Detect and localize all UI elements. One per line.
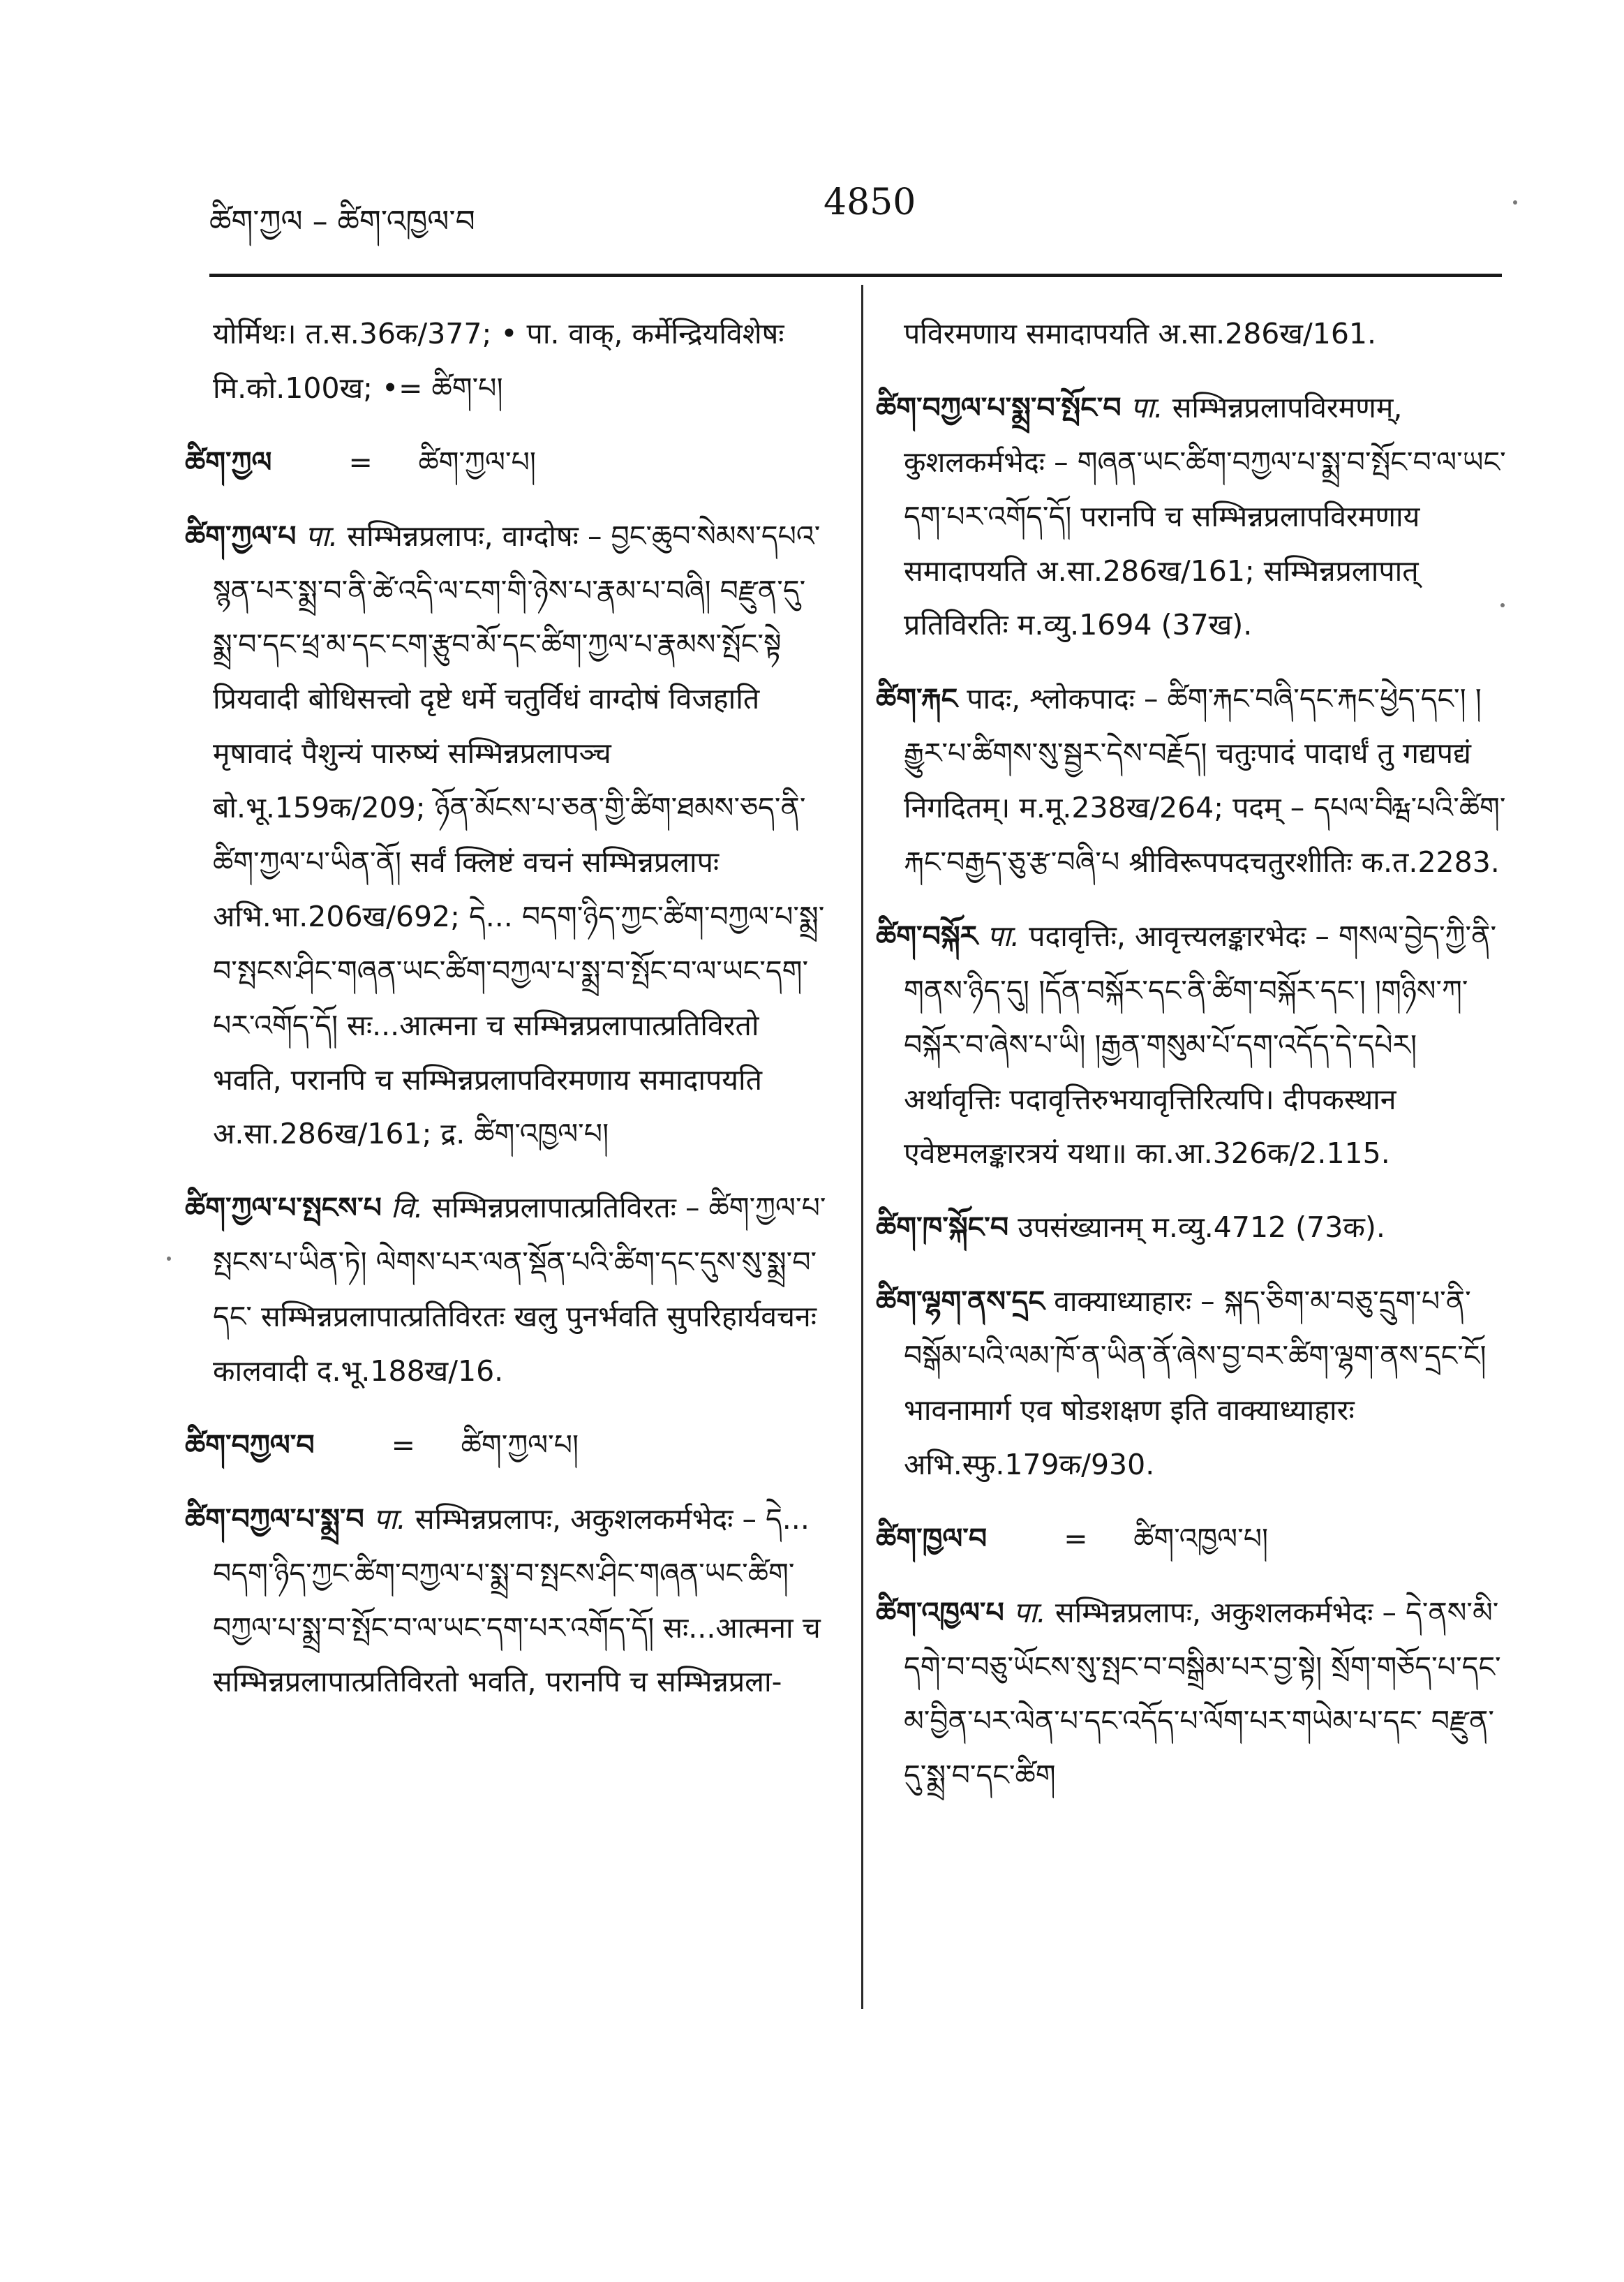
headword: ཚིག་ཀྱལ [185,445,272,479]
headword: ཚིག་ཁ་སྐོང་བ [876,1210,1009,1245]
cross-reference-target: ཚིག་ཀྱལ་པ། [461,1428,579,1462]
dictionary-entry [185,510,827,1162]
grammar-label: वि. [390,1191,424,1225]
margin-speck [1500,603,1505,607]
margin-speck [167,1257,171,1261]
entry-text: वाक्याध्याहारः – སྐད་ཅིག་མ་བཅུ་དྲུག་པ་ནི་བསྒོམ་པའི་ལམ་ཁོ་ན་ཡིན་ནོ་ཞེས་བྱ་བར་ཚིག་ལྷག་ནས་དྲང་ངོ། भावनामार्ग एव षोडशक्षण इति वाक्याध्याहारः अभि.स्फु.179क/930. [904,1284,1487,1481]
header-rule [209,274,1502,277]
entry-continuation: योर्मिथः। त.स.36क/377; • पा. वाक्, कर्मेन्द्रियविशेषः मि.को.100ख; •= ཚིག་པ། [213,317,784,405]
entry-text: पादः, श्लोकपादः – ཚིག་རྐང་བཞི་དང་རྐང་ཕྱེད་དང་། །རྒྱུར་པ་ཚིགས་སུ་སྦྱར་དེས་བརྗོད། चतुःपादं पादार्धं तु गद्यपद्यं निगदितम्। म.मू.238ख/264; पदम् – དཔལ་བིརྺ་པའི་ཚིག་རྐང་བརྒྱད་ཅུ་རྩ་བཞི་པ श्रीविरूपपदचतुरशीतिः क.त.2283. [904,682,1506,880]
headword: ཚིག་ལྷག་ནས་དྲང [876,1284,1045,1319]
entry-text: सम्भिन्नप्रलापः, वाग्दोषः – བྱང་ཆུབ་སེམས་དཔའ་སྙན་པར་སྨྲ་བ་ནི་ཚེ་འདི་ལ་ངག་གི་ཉེས་པ་རྣམ་པ་བཞི། བརྫུན་དུ་སྨྲ་བ་དང་ཕྲ་མ་དང་ངག་རྩུབ་མོ་དང་ཚིག་ཀྱལ་པ་རྣམས་སྤོང་སྟེ प्रियवादी बोधिसत्त्वो दृष्टे धर्मे चतुर्विधं वाग्दोषं विजहाति मृषावादं पैशुन्यं पारुष्यं सम्भिन्नप्रलापञ्च बो.भू.159क/209; ཉོན་མོངས་པ་ཅན་གྱི་ཚིག་ཐམས་ཅད་ནི་ཚིག་ཀྱལ་པ་ཡིན་ནོ། सर्वं क्लिष्टं वचनं सम्भिन्नप्रलापः अभि.भा.206ख/692; དེ... བདག་ཉིད་ཀྱང་ཚིག་བཀྱལ་པ་སྨྲ་བ་སྤངས་ཤིང་གཞན་ཡང་ཚིག་བཀྱལ་པ་སྨྲ་བ་སྤོང་བ་ལ་ཡང་དག་པར་འགོད་དོ། सः...आत्मना च सम्भिन्नप्रलापात्प्रतिविरतो भवति, परानपि च सम्भिन्नप्रलापविरमणाय समादापयति अ.सा.286ख/161; द्र. ཚིག་འཁྱལ་པ། [213,519,825,1151]
entry-text: उपसंख्यानम् म.व्यु.4712 (73क). [1018,1210,1385,1245]
grammar-label: पा. [373,1502,406,1536]
headword: ཚིག་ཀྱལ་པ་སྤངས་པ [185,1191,382,1225]
entry-text: पदावृत्तिः, आवृत्त्यलङ्कारभेदः – གསལ་བྱེད་ཀྱི་ནི་གནས་ཉིད་དུ། །དོན་བསྐོར་དང་ནི་ཚིག་བསྐོར་དང་། །གཉིས་ཀ་བསྐོར་བ་ཞེས་པ་ཡི། །རྒྱན་གསུམ་པོ་དག་འདོད་དེ་དཔེར། अर्थावृत्तिः पदावृत्तिरुभयावृत्तिरित्यपि। दीपकस्थान एवेष्टमलङ्कारत्रयं यथा॥ का.आ.326क/2.115. [904,919,1497,1171]
headword: ཚིག་བསྐོར [876,919,978,953]
entry-text: सम्भिन्नप्रलापः, अकुशलकर्मभेदः – དེ་ནས་མི་དགེ་བ་བཅུ་ཡོངས་སུ་སྤང་བ་བསྒྲིམ་པར་བྱ་སྟེ། སྲོག་གཅོད་པ་དང་མ་བྱིན་པར་ལེན་པ་དང་འདོད་པ་ལོག་པར་གཡེམ་པ་དང་ བརྫུན་དུ་སྨྲ་བ་དང་ཚིག [904,1595,1501,1793]
cross-reference-target: ཚིག་ཀྱལ་པ། [418,445,536,479]
entry-continuation: पविरमणाय समादापयति अ.सा.286ख/161. [904,317,1377,350]
headword: ཚིག་འཁྱལ་པ [876,1595,1004,1629]
page-number: 4850 [824,181,916,223]
cross-reference-target: ཚིག་འཁྱལ་པ། [1133,1521,1269,1555]
left-column [185,307,827,1729]
grammar-label: पा. [987,919,1020,953]
headword: ཚིག་ཀྱལ་པ [185,519,297,553]
dictionary-entry [876,381,1507,653]
headword: ཚིག་བཀྱལ་པ་སྨྲ་བ [185,1502,364,1536]
running-head: ཚིག་ཀྱལ – ཚིག་འཁྱལ་བ [209,204,475,239]
headword: ཚིག་བཀྱལ་བ [185,1428,315,1462]
headword: ཚིག་རྐང [876,682,958,716]
cross-reference-entry: ཚིག་ཁྱལ་བ = ཚིག་འཁྱལ་པ། [876,1521,1269,1555]
entry-text: सम्भिन्नप्रलापविरमणम्, कुशलकर्मभेदः – གཞན་ཡང་ཚིག་བཀྱལ་པ་སྨྲ་བ་སྤོང་བ་ལ་ཡང་དག་པར་འགོད་དོ། परानपि च सम्भिन्नप्रलापविरमणाय समादापयति अ.सा.286ख/161; सम्भिन्नप्रलापात् प्रतिविरतिः म.व्यु.1694 (37ख). [904,390,1506,642]
entry-text: सम्भिन्नप्रलापः, अकुशलकर्मभेदः – དེ... བདག་ཉིད་ཀྱང་ཚིག་བཀྱལ་པ་སྨྲ་བ་སྤངས་ཤིང་གཞན་ཡང་ཚིག་བཀྱལ་པ་སྨྲ་བ་སྤོང་བ་ལ་ཡང་དག་པར་འགོད་དོ། सः...आत्मना च सम्भिन्नप्रलापात्प्रतिविरतो भवति, परानपि च सम्भिन्नप्रला- [213,1502,821,1699]
grammar-label: पा. [305,519,338,553]
right-column [876,307,1507,1823]
dictionary-entry [876,672,1507,890]
grammar-label: पा. [1013,1595,1046,1629]
headword: ཚིག་ཁྱལ་བ [876,1521,988,1555]
dictionary-entry [185,1181,827,1399]
dictionary-entry [876,1275,1507,1492]
dictionary-entry [185,1492,827,1710]
margin-speck [1513,200,1517,205]
column-divider [861,285,863,2009]
headword: ཚིག་བཀྱལ་པ་སྨྲ་བ་སྤོང་བ [876,390,1122,424]
page-header [209,175,1500,237]
grammar-label: पा. [1130,390,1163,424]
entry-text: सम्भिन्नप्रलापात्प्रतिविरतः – ཚིག་ཀྱལ་པ་སྤངས་པ་ཡིན་ཏེ། ལེགས་པར་ལན་སྡོན་པའི་ཚིག་དང་དུས་སུ་སྨྲ་བ་དང་ सम्भिन्नप्रलापात्प्रतिविरतः खलु पुनर्भवति सुपरिहार्यवचनः कालवादी द.भू.188ख/16. [213,1191,826,1388]
cross-reference-entry: ཚིག་ཀྱལ = ཚིག་ཀྱལ་པ། [185,445,536,479]
cross-reference-entry: ཚིག་བཀྱལ་བ = ཚིག་ཀྱལ་པ། [185,1428,579,1462]
dictionary-entry [876,910,1507,1181]
dictionary-entry [876,1201,1507,1255]
dictionary-entry [876,1586,1507,1804]
